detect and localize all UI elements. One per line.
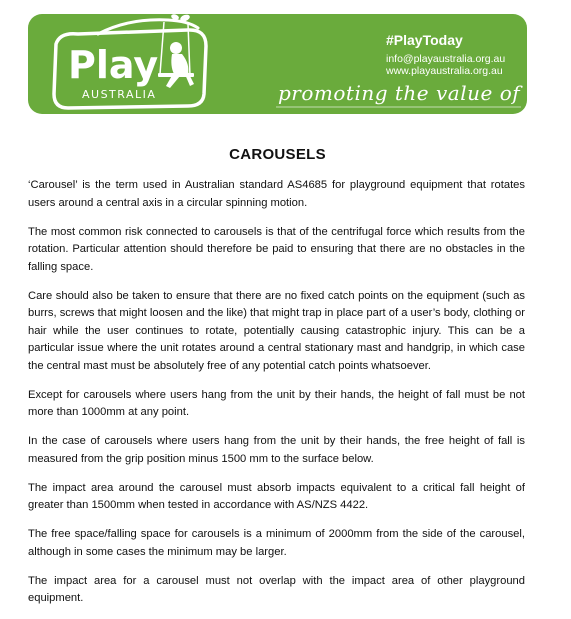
- logo-sub: AUSTRALIA: [82, 88, 157, 101]
- paragraph: Care should also be taken to ensure that there are no fixed catch points on the equipment (such as burrs, screws that might loosen and the like) that might trap in place part of a user’s body, clothing or hair while the user continues to rotate, potentially causing catastrophic injury. This can be a particular issue where the unit rotates around a central stationary mast and handgrip, in which case the central mast must be absolutely free of any potential catch points whatsoever.: [28, 289, 525, 372]
- paragraph: ‘Carousel’ is the term used in Australian standard AS4685 for playground equipment that rotates users around a central axis in a circular spinning motion.: [28, 179, 525, 209]
- paragraph: Except for carousels where users hang from the unit by their hands, the height of fall must be not more than 1000mm at any point.: [28, 388, 525, 418]
- website-link[interactable]: www.playaustralia.org.au: [386, 65, 503, 77]
- document-body: [28, 177, 525, 619]
- tagline-underline: [276, 106, 521, 108]
- header-banner: [28, 14, 571, 114]
- paragraph: The impact area for a carousel must not overlap with the impact area of other playground equipment.: [28, 574, 525, 604]
- hashtag: #PlayToday: [386, 32, 463, 48]
- tagline: promoting the value of play: [278, 81, 571, 105]
- paragraph: In the case of carousels where users hang from the unit by their hands, the free height of fall is measured from the grip position minus 1500 mm to the surface below.: [28, 435, 525, 465]
- play-australia-logo: [38, 14, 228, 114]
- paragraph: The impact area around the carousel must absorb impacts equivalent to a critical fall height of greater than 1500mm when tested in accordance with AS/NZS 4422.: [28, 481, 525, 511]
- page-title: CAROUSELS: [229, 146, 326, 163]
- contact-info: [386, 53, 505, 77]
- email-link[interactable]: info@playaustralia.org.au: [386, 53, 506, 65]
- logo-graphic: [38, 14, 228, 114]
- paragraph: The most common risk connected to carousels is that of the centrifugal force which results from the rotation. Particular attention should therefore be paid to ensuring that there are no obstacles in the falling space.: [28, 225, 525, 273]
- paragraph: The free space/falling space for carousels is a minimum of 2000mm from the side of the carousel, although in some cases the minimum may be larger.: [28, 528, 525, 558]
- logo-word: Play: [68, 43, 159, 87]
